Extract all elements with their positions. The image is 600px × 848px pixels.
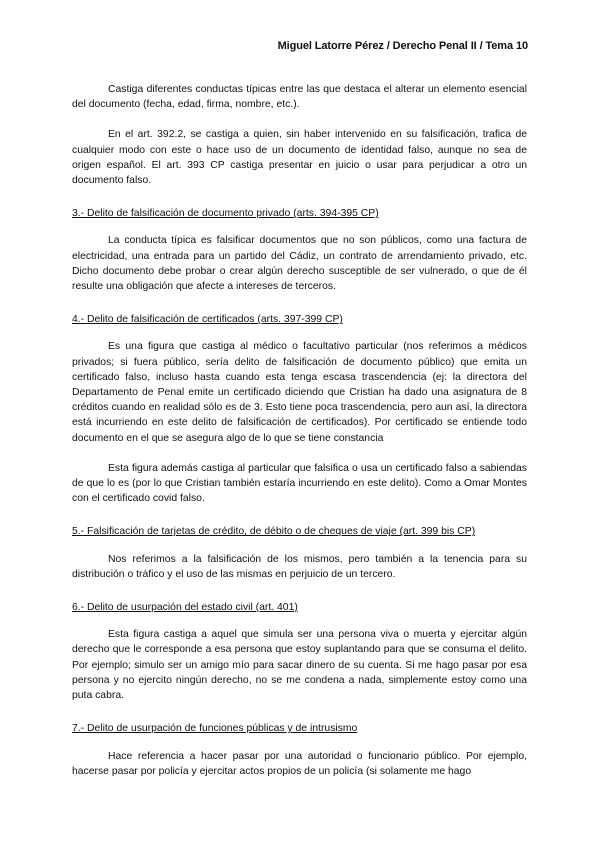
section-heading: 7.- Delito de usurpación de funciones públicas y de intrusismo [72,723,358,735]
paragraph: La conducta típica es falsificar documentos que no son públicos, como una factura de electricidad, una entrada para un partido del Cádiz, un contrato de arrendamiento privado, etc. Dicho documento debe probar o crear algún derecho susceptible de ser vulnerado, o que de él resulte una obligación que afecte a intereses de terceros. [72,235,527,293]
paragraph: Castiga diferentes conductas típicas entre las que destaca el alterar un elemento esencial del documento (fecha, edad, firma, nombre, etc.). [72,84,527,111]
paragraph: En el art. 392.2, se castiga a quien, sin haber intervenido en su falsificación, trafica de cualquier modo con este o hace uso de un documento de identidad falso, aunque no sea de origen español. El art. 393 CP castiga presentar en juicio o usar para perjudicar a otro un documento falso. [72,129,527,187]
paragraph: Esta figura castiga a aquel que simula ser una persona viva o muerta y ejercitar algún derecho que le corresponde a esa persona que estoy suplantando para que se consuma el delito. Por ejemplo; simulo ser un amigo mío para sacar dinero de su cuenta. Si me hago pasar por esa persona y no ejercito ningún derecho, no se me condena a nada, simplemente estoy como una puta cabra. [72,629,527,702]
paragraph: Es una figura que castiga al médico o facultativo particular (nos referimos a médicos privados; si fuera público, sería delito de falsificación de documento público) que emita un certificado falso, incluso hasta cuando esta tenga escasa trascendencia (ej: la directora del Departamento de Penal emite un certificado diciendo que Cristian ha dado una asignatura de 8 créditos cuando en realidad sólo es de 3. Esto tiene poca trascendencia, pero aun así, la directora está incurriendo en este delito de falsificación de certificados). Por certificado se entiende todo documento en el que se asegura algo de lo que se tiene constancia [72,341,527,444]
section-heading: 5.- Falsificación de tarjetas de crédito, de débito o de cheques de viaje (art. 399 bis CP) [72,526,476,538]
paragraph: Hace referencia a hacer pasar por una autoridad o funcionario público. Por ejemplo, hacerse pasar por policía y ejercitar actos propios de un policía (si solamente me hago [72,750,527,777]
section-heading: 4.- Delito de falsificación de certificados (arts. 397-399 CP) [72,314,343,326]
section-heading: 3.- Delito de falsificación de documento privado (arts. 394-395 CP) [72,208,379,220]
page-header: Miguel Latorre Pérez / Derecho Penal II / Tema 10 [277,40,528,52]
paragraph: Esta figura además castiga al particular que falsifica o usa un certificado falso a sabiendas de que lo es (por lo que Cristian también estaría incurriendo en este delito). Como a Omar Montes con el certificado covid falso. [72,462,527,505]
paragraph: Nos referimos a la falsificación de los mismos, pero también a la tenencia para su distribución o tráfico y el uso de las mismas en perjuicio de un tercero. [72,553,527,580]
section-heading: 6.- Delito de usurpación del estado civil (art. 401) [72,602,298,614]
document-body [72,82,527,779]
